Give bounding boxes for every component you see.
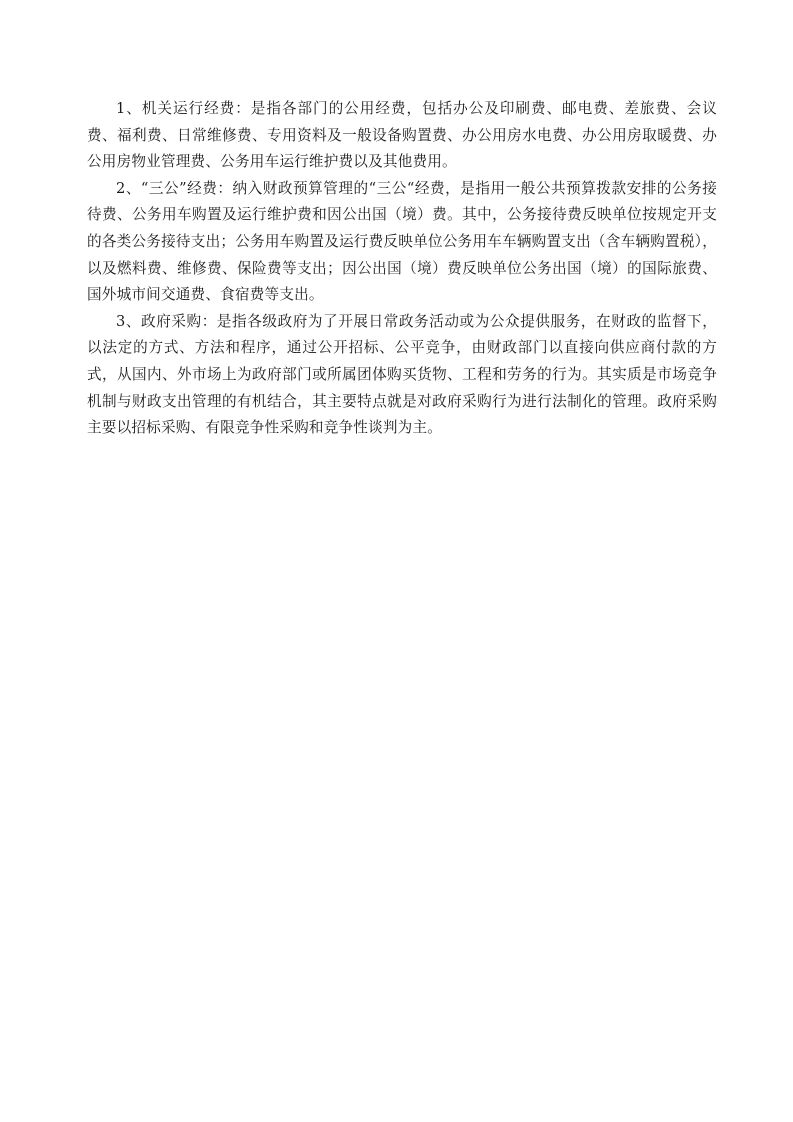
document-body — [87, 96, 717, 442]
paragraph-three-public-expenses: 2、“三公”经费：纳入财政预算管理的“三公“经费，是指用一般公共预算拨款安排的公务接待费、公务用车购置及运行维护费和因公出国（境）费。其中，公务接待费反映单位按规定开支的各类公务接待支出；公务用车购置及运行费反映单位公务用车车辆购置支出（含车辆购置税），以及燃料费、维修费、保险费等支出；因公出国（境）费反映单位公务出国（境）的国际旅费、国外城市间交通费、食宿费等支出。 — [87, 179, 717, 304]
paragraph-operating-expenses: 1、机关运行经费：是指各部门的公用经费，包括办公及印刷费、邮电费、差旅费、会议费、福利费、日常维修费、专用资料及一般设备购置费、办公用房水电费、办公用房取暖费、办公用房物业管理费、公务用车运行维护费以及其他费用。 — [87, 100, 717, 171]
paragraph-government-procurement: 3、政府采购：是指各级政府为了开展日常政务活动或为公众提供服务，在财政的监督下，以法定的方式、方法和程序，通过公开招标、公平竞争，由财政部门以直接向供应商付款的方式，从国内、外市场上为政府部门或所属团体购买货物、工程和劳务的行为。其实质是市场竞争机制与财政支出管理的有机结合，其主要特点就是对政府采购行为进行法制化的管理。政府采购主要以招标采购、有限竞争性采购和竞争性谈判为主。 — [87, 312, 717, 437]
